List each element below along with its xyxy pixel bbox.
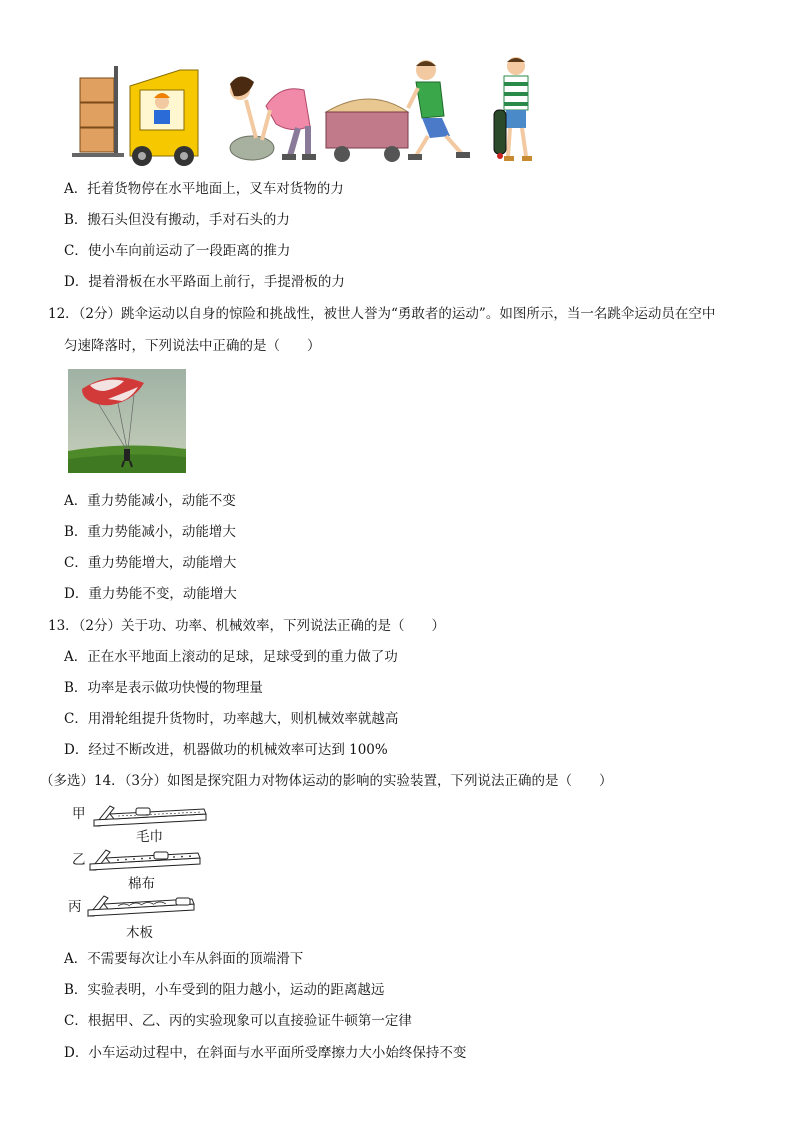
towel-track-drawing: [94, 806, 206, 826]
row-bing-surface-label: 木板: [126, 925, 153, 941]
q11-figure: [70, 56, 550, 168]
row-jia-surface-label: 毛巾: [136, 829, 163, 845]
q13-stem: 13．（2分）关于功、功率、机械效率，下列说法正确的是（ ）: [48, 618, 446, 634]
q12-option-b[interactable]: B．重力势能减小，动能增大: [64, 524, 236, 540]
girl-lifting-stone-image: [230, 76, 316, 160]
q14-option-c[interactable]: C．根据甲、乙、丙的实验现象可以直接验证牛顿第一定律: [64, 1013, 412, 1029]
q14-option-a[interactable]: A．不需要每次让小车从斜面的顶端滑下: [64, 951, 304, 967]
q13-option-c[interactable]: C．用滑轮组提升货物时，功率越大，则机械效率就越高: [64, 711, 399, 727]
q14-option-b[interactable]: B．实验表明，小车受到的阻力越小，运动的距离越远: [64, 982, 385, 998]
forklift-scene-image: [72, 66, 198, 166]
q11-option-a[interactable]: A．托着货物停在水平地面上，叉车对货物的力: [64, 181, 344, 197]
q12-option-d[interactable]: D．重力势能不变，动能增大: [64, 586, 237, 602]
boy-carrying-skateboard-image: [494, 57, 532, 161]
row-yi-tag: 乙: [72, 852, 86, 868]
boy-pushing-cart-image: [326, 60, 470, 162]
q12-stem-line2: 匀速降落时，下列说法中正确的是（ ）: [64, 338, 321, 354]
row-yi-surface-label: 棉布: [128, 876, 155, 892]
q11-option-b[interactable]: B．搬石头但没有搬动，手对石头的力: [64, 212, 290, 228]
q11-option-c[interactable]: C．使小车向前运动了一段距离的推力: [64, 243, 291, 259]
friction-experiment-figure: [84, 800, 208, 924]
q11-option-d[interactable]: D．提着滑板在水平路面上前行，手提滑板的力: [64, 274, 345, 290]
q12-option-a[interactable]: A．重力势能减小，动能不变: [64, 493, 236, 509]
q14-stem: （多选）14．（3分）如图是探究阻力对物体运动的影响的实验装置，下列说法正确的是（ ）: [40, 773, 613, 789]
parachute-photo: [68, 369, 186, 473]
row-bing-tag: 丙: [68, 899, 82, 915]
q12-stem-line1: 12．（2分）跳伞运动以自身的惊险和挑战性，被世人誉为“勇敢者的运动”。如图所示，当一名跳伞运动员在空中: [48, 306, 716, 322]
q13-option-a[interactable]: A．正在水平地面上滚动的足球，足球受到的重力做了功: [64, 649, 398, 665]
cotton-track-drawing: [90, 850, 200, 870]
q13-option-b[interactable]: B．功率是表示做功快慢的物理量: [64, 680, 263, 696]
row-jia-tag: 甲: [72, 806, 86, 822]
q13-option-d[interactable]: D．经过不断改进，机器做功的机械效率可达到 100%: [64, 742, 388, 758]
q12-option-c[interactable]: C．重力势能增大，动能增大: [64, 555, 237, 571]
q14-option-d[interactable]: D．小车运动过程中，在斜面与水平面所受摩擦力大小始终保持不变: [64, 1045, 467, 1061]
wood-track-drawing: [88, 896, 194, 916]
